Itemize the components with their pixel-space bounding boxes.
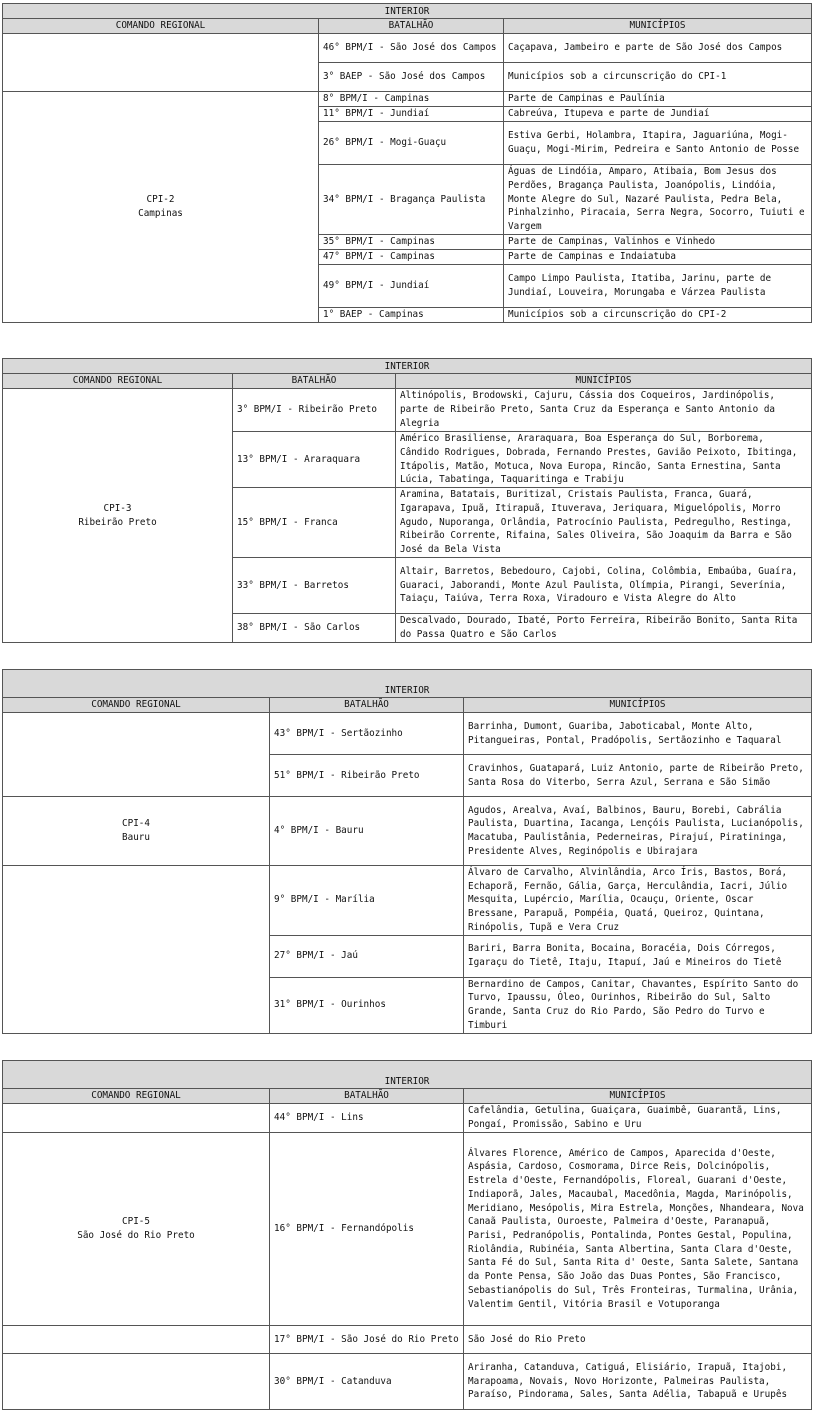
- municipios-cell: Cravinhos, Guatapará, Luiz Antonio, parte de Ribeirão Preto, Santa Rosa do Viterbo, Serra Azul, Serrana e São Simão: [464, 755, 812, 797]
- batalhao-cell: 17° BPM/I - São José do Rio Preto: [270, 1326, 464, 1354]
- batalhao-cell: 34° BPM/I - Bragança Paulista: [319, 165, 504, 235]
- comando-city: Ribeirão Preto: [78, 516, 157, 528]
- municipios-cell: Parte de Campinas e Indaiatuba: [504, 250, 812, 265]
- municipios-cell: Municípios sob a circunscrição do CPI-1: [504, 63, 812, 92]
- municipios-cell: Álvares Florence, Américo de Campos, Aparecida d'Oeste, Aspásia, Cardoso, Cosmorama, Dirce Reis, Dolcinópolis, Estrela d'Oeste, Fernandópolis, Floreal, Guarani d'Oeste, Indiaporã, Jales, Macaubal, Macedônia, Magda, Marinópolis, Meridiano, Mesópolis, Mira Estrela, Monções, Nhandeara, Nova Canaã Paulista, Ouroeste, Palmeira d'Oeste, Paranapuã, Parisi, Pedranópolis, Pontalinda, Pontes Gestal, Populina, Riolândia, Rubinéia, Santa Albertina, Santa Clara d'Oeste, Santa Fé do Sul, Santa Rita d' Oeste, Santa Salete, Santana da Ponte Pensa, São João das Duas Pontes, São Francisco, Sebastianópolis do Sul, Três Fronteiras, Turmalina, Urânia, Valentim Gentil, Vitória Brasil e Votuporanga: [464, 1133, 812, 1326]
- batalhao-cell: 26° BPM/I - Mogi-Guaçu: [319, 122, 504, 165]
- batalhao-cell: 35° BPM/I - Campinas: [319, 235, 504, 250]
- batalhao-cell: 30° BPM/I - Catanduva: [270, 1354, 464, 1410]
- municipios-cell: Bariri, Barra Bonita, Bocaina, Boracéia, Dois Córregos, Igaraçu do Tietê, Itaju, Itapuí, Jaú e Mineiros do Tietê: [464, 935, 812, 977]
- col-batalhao-header: BATALHÃO: [270, 1089, 464, 1104]
- col-municipios-header: MUNICÍPIOS: [396, 374, 812, 389]
- municipios-cell: Caçapava, Jambeiro e parte de São José dos Campos: [504, 34, 812, 63]
- comando-cell: [3, 389, 233, 643]
- batalhao-cell: 16° BPM/I - Fernandópolis: [270, 1133, 464, 1326]
- col-batalhao-header: BATALHÃO: [319, 19, 504, 34]
- col-municipios-header: MUNICÍPIOS: [464, 1089, 812, 1104]
- batalhao-cell: 44° BPM/I - Lins: [270, 1104, 464, 1133]
- batalhao-cell: 8° BPM/I - Campinas: [319, 92, 504, 107]
- batalhao-cell: 4° BPM/I - Bauru: [270, 797, 464, 866]
- batalhao-cell: 3° BPM/I - Ribeirão Preto: [233, 389, 396, 432]
- batalhao-cell: 49° BPM/I - Jundiaí: [319, 265, 504, 308]
- municipios-cell: Municípios sob a circunscrição do CPI-2: [504, 308, 812, 323]
- municipios-cell: Altinópolis, Brodowski, Cajuru, Cássia dos Coqueiros, Jardinópolis, parte de Ribeirão Preto, Santa Cruz da Esperança e Santo Antonio da Alegria: [396, 389, 812, 432]
- batalhao-cell: 11° BPM/I - Jundiaí: [319, 107, 504, 122]
- comando-name: CPI-4: [122, 818, 150, 830]
- col-comando-header: COMANDO REGIONAL: [3, 1089, 270, 1104]
- batalhao-cell: 15° BPM/I - Franca: [233, 488, 396, 558]
- batalhao-cell: 13° BPM/I - Araraquara: [233, 432, 396, 488]
- col-comando-header: COMANDO REGIONAL: [3, 698, 270, 713]
- batalhao-cell: 3° BAEP - São José dos Campos: [319, 63, 504, 92]
- municipios-cell: Parte de Campinas, Valinhos e Vinhedo: [504, 235, 812, 250]
- batalhao-cell: 1° BAEP - Campinas: [319, 308, 504, 323]
- batalhao-cell: 51° BPM/I - Ribeirão Preto: [270, 755, 464, 797]
- municipios-cell: Barrinha, Dumont, Guariba, Jaboticabal, Monte Alto, Pitangueiras, Pontal, Pradópolis, Sertãozinho e Taquaral: [464, 713, 812, 755]
- municipios-cell: Estiva Gerbi, Holambra, Itapira, Jaguariúna, Mogi-Guaçu, Mogi-Mirim, Pedreira e Santo Antonio de Posse: [504, 122, 812, 165]
- comando-name: CPI-2: [146, 194, 175, 206]
- table-title: INTERIOR: [3, 1061, 812, 1089]
- batalhao-cell: 38° BPM/I - São Carlos: [233, 614, 396, 643]
- municipios-cell: Álvaro de Carvalho, Alvinlândia, Arco Íris, Bastos, Borá, Echaporã, Fernão, Gália, Garça, Herculândia, Iacri, Júlio Mesquita, Lupércio, Marília, Ocauçu, Oriente, Oscar Bressane, Parapuã, Pompéia, Quatá, Queiroz, Quintana, Rinópolis, Tupã e Vera Cruz: [464, 866, 812, 936]
- comando-cell: [3, 1104, 270, 1133]
- col-batalhao-header: BATALHÃO: [270, 698, 464, 713]
- table-3: [2, 669, 812, 1034]
- comando-name: CPI-5: [122, 1216, 150, 1228]
- comando-city: São José do Rio Preto: [77, 1230, 195, 1241]
- table-title: INTERIOR: [3, 670, 812, 698]
- comando-cell: [3, 866, 270, 1034]
- col-comando-header: COMANDO REGIONAL: [3, 19, 319, 34]
- table-title: INTERIOR: [3, 4, 812, 19]
- comando-name: CPI-3: [103, 502, 132, 514]
- comando-cell: [3, 34, 319, 92]
- municipios-cell: Aramina, Batatais, Buritizal, Cristais Paulista, Franca, Guará, Igarapava, Ipuã, Itirapuã, Ituverava, Jeriquara, Miguelópolis, Morro Agudo, Nuporanga, Orlândia, Patrocínio Paulista, Pedregulho, Restinga, Ribeirão Corrente, Rifaina, Sales Oliveira, São Joaquim da Barra e São José da Bela Vista: [396, 488, 812, 558]
- comando-cell: [3, 1133, 270, 1326]
- comando-city: Campinas: [138, 208, 183, 219]
- batalhao-cell: 33° BPM/I - Barretos: [233, 558, 396, 614]
- municipios-cell: Américo Brasiliense, Araraquara, Boa Esperança do Sul, Borborema, Cândido Rodrigues, Dobrada, Fernando Prestes, Gavião Peixoto, Ibitinga, Itápolis, Matão, Motuca, Nova Europa, Rincão, Santa Ernestina, Santa Lúcia, Tabatinga, Taquaritinga e Trabiju: [396, 432, 812, 488]
- municipios-cell: Bernardino de Campos, Canitar, Chavantes, Espírito Santo do Turvo, Ipaussu, Óleo, Ourinhos, Ribeirão do Sul, Salto Grande, Santa Cruz do Rio Pardo, São Pedro do Turvo e Timburi: [464, 977, 812, 1033]
- batalhao-cell: 27° BPM/I - Jaú: [270, 935, 464, 977]
- batalhao-cell: 31° BPM/I - Ourinhos: [270, 977, 464, 1033]
- municipios-cell: Agudos, Arealva, Avaí, Balbinos, Bauru, Borebi, Cabrália Paulista, Duartina, Iacanga, Lençóis Paulista, Lucianópolis, Macatuba, Paulistânia, Pederneiras, Pirajuí, Piratininga, Presidente Alves, Reginópolis e Ubirajara: [464, 797, 812, 866]
- batalhao-cell: 43° BPM/I - Sertãozinho: [270, 713, 464, 755]
- municipios-cell: Descalvado, Dourado, Ibaté, Porto Ferreira, Ribeirão Bonito, Santa Rita do Passa Quatro e São Carlos: [396, 614, 812, 643]
- table-title: INTERIOR: [3, 359, 812, 374]
- municipios-cell: Altair, Barretos, Bebedouro, Cajobi, Colina, Colômbia, Embaúba, Guaíra, Guaraci, Jaborandi, Monte Azul Paulista, Olímpia, Pirangi, Severínia, Taiaçu, Taiúva, Terra Roxa, Viradouro e Vista Alegre do Alto: [396, 558, 812, 614]
- comando-cell: [3, 92, 319, 323]
- municipios-cell: Campo Limpo Paulista, Itatiba, Jarinu, parte de Jundiaí, Louveira, Morungaba e Várzea Paulista: [504, 265, 812, 308]
- table-4: [2, 1060, 812, 1410]
- comando-cell: [3, 1354, 270, 1410]
- municipios-cell: São José do Rio Preto: [464, 1326, 812, 1354]
- comando-cell: [3, 797, 270, 866]
- table-2: [2, 358, 812, 643]
- batalhao-cell: 46° BPM/I - São José dos Campos: [319, 34, 504, 63]
- batalhao-cell: 9° BPM/I - Marília: [270, 866, 464, 936]
- col-municipios-header: MUNICÍPIOS: [504, 19, 812, 34]
- col-batalhao-header: BATALHÃO: [233, 374, 396, 389]
- col-municipios-header: MUNICÍPIOS: [464, 698, 812, 713]
- comando-city: Bauru: [122, 832, 150, 843]
- municipios-cell: Ariranha, Catanduva, Catiguá, Elisiário, Irapuã, Itajobi, Marapoama, Novais, Novo Horizonte, Palmeiras Paulista, Paraíso, Pindorama, Sales, Santa Adélia, Tabapuã e Urupês: [464, 1354, 812, 1410]
- municipios-cell: Parte de Campinas e Paulínia: [504, 92, 812, 107]
- batalhao-cell: 47° BPM/I - Campinas: [319, 250, 504, 265]
- col-comando-header: COMANDO REGIONAL: [3, 374, 233, 389]
- table-1: [2, 3, 812, 323]
- municipios-cell: Águas de Lindóia, Amparo, Atibaia, Bom Jesus dos Perdões, Bragança Paulista, Joanópolis, Lindóia, Monte Alegre do Sul, Nazaré Paulista, Pedra Bela, Pinhalzinho, Piracaia, Serra Negra, Socorro, Tuiuti e Vargem: [504, 165, 812, 235]
- comando-cell: [3, 1326, 270, 1354]
- municipios-cell: Cafelândia, Getulina, Guaiçara, Guaimbê, Guarantã, Lins, Pongaí, Promissão, Sabino e Uru: [464, 1104, 812, 1133]
- comando-cell: [3, 713, 270, 797]
- municipios-cell: Cabreúva, Itupeva e parte de Jundiaí: [504, 107, 812, 122]
